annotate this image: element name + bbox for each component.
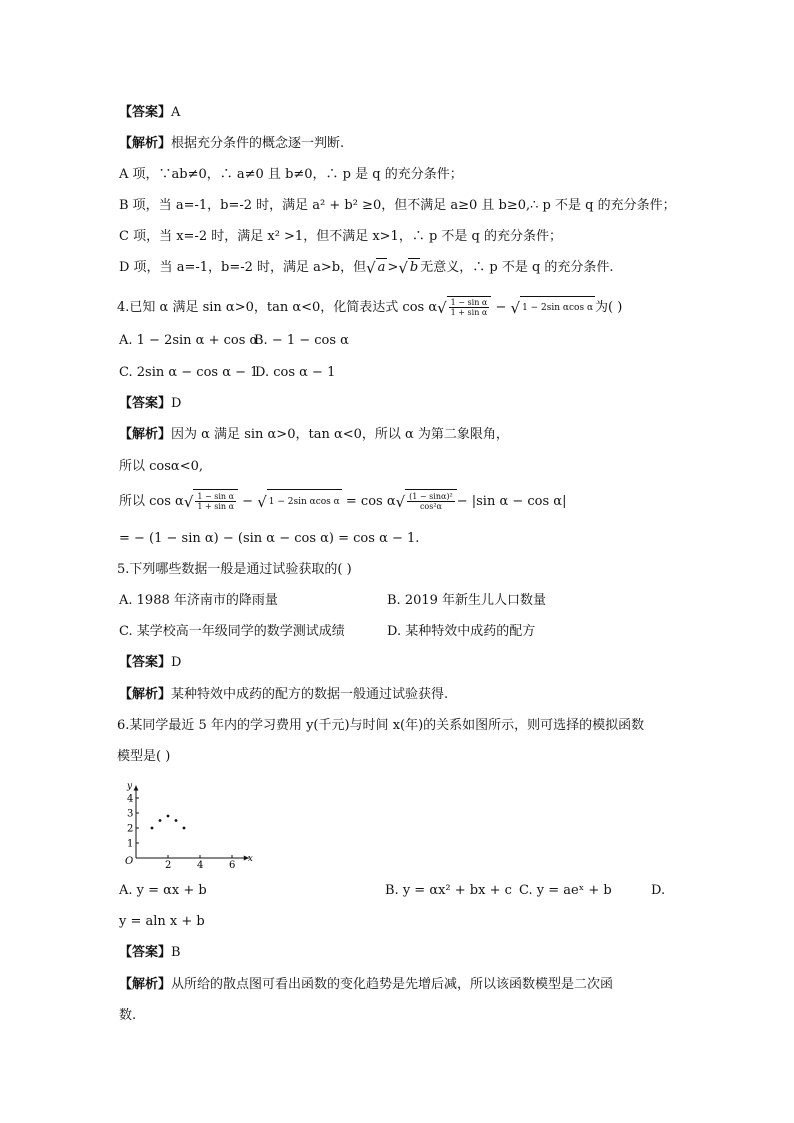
data-point: [167, 815, 170, 818]
item-d-text-a: D 项，当 a=-1，b=-2 时，满足 a>b，但: [119, 260, 367, 275]
sqrt-symbol: √: [398, 258, 408, 277]
answer-tag: 【答案】: [119, 396, 172, 411]
gt-symbol: >: [387, 260, 399, 275]
q4-option-c: C. 2sin α − cos α − 1: [119, 365, 259, 380]
sqrt-symbol: √: [183, 492, 194, 511]
answer-tag: 【答案】: [119, 945, 172, 960]
q4-stem-b: 为( ): [595, 300, 623, 315]
answer-line-3: [119, 104, 180, 122]
analysis-tag: 【解析】: [119, 977, 172, 992]
q5-option-b: B. 2019 年新生儿人口数量: [387, 593, 547, 608]
question-6-stem-2: 模型是( ): [117, 749, 171, 764]
q4-frac-den: 1 + sin α: [450, 308, 488, 317]
l3-frac-num2: (1 − sinα)²: [409, 492, 453, 501]
sqrt-symbol: √: [395, 492, 406, 511]
question-5-stem: 5.下列哪些数据一般是通过试验获取的( ): [117, 562, 352, 577]
answer-value: B: [171, 945, 181, 960]
q5-option-a: A. 1988 年济南市的降雨量: [119, 593, 278, 608]
analysis-item-b: B 项，当 a=-1，b=-2 时，满足 a² + b² ≥0，但不满足 a≥0 且 b≥0,∴ p 不是 q 的充分条件；: [119, 198, 676, 213]
sqrt-symbol: √: [257, 492, 267, 511]
y-axis-label: y: [127, 781, 133, 792]
analysis-tag: 【解析】: [119, 687, 172, 702]
y-tick-label: 2: [127, 823, 134, 835]
l3-frac-den: 1 + sin α: [197, 502, 235, 511]
sqrt-a: a: [377, 260, 386, 275]
q6-option-d: y = aln x + b: [119, 914, 205, 929]
data-point: [175, 819, 178, 822]
q4-analysis-line-2: 所以 cosα<0,: [119, 459, 203, 474]
q4-answer-line: [119, 395, 181, 413]
q4-stem-a: 4.已知 α 满足 sin α>0，tan α<0，化简表达式 cos α: [117, 300, 438, 315]
q6-analysis-line-2: 数.: [119, 1008, 137, 1023]
q6-option-d-label: D.: [651, 883, 666, 898]
l3-sqrt-frac2: [405, 489, 457, 514]
q6-answer-line: [119, 944, 181, 962]
sqrt-b: b: [409, 260, 419, 275]
q5-analysis-line: [119, 686, 448, 704]
q6-option-b: B. y = αx² + bx + c: [385, 883, 512, 898]
q5-answer-line: [119, 654, 181, 672]
answer-value: D: [171, 396, 182, 411]
q4-analysis-line-4: = − (1 − sin α) − (sin α − cos α) = cos α − 1.: [119, 531, 420, 546]
origin-label: O: [125, 856, 134, 867]
q6-analysis-line: [119, 976, 613, 994]
scatter-plot: [118, 774, 253, 869]
q4-option-d: D. cos α − 1: [255, 365, 336, 380]
y-tick-label: 4: [127, 793, 134, 805]
analysis-tag: 【解析】: [119, 136, 172, 151]
q4-analysis-line: [119, 426, 509, 444]
answer-tag: 【答案】: [119, 105, 172, 120]
analysis-text: 根据充分条件的概念逐一判断.: [171, 136, 345, 151]
q4-option-a: A. 1 − 2sin α + cos α: [119, 333, 259, 348]
q4-frac-num: 1 − sin α: [450, 298, 488, 307]
q5-option-c: C. 某学校高一年级同学的数学测试成绩: [119, 624, 345, 639]
answer-value: D: [171, 655, 182, 670]
analysis-text: 从所给的散点图可看出函数的变化趋势是先增后减，所以该函数模型是二次函: [171, 977, 614, 992]
q6-option-a: A. y = αx + b: [119, 883, 207, 898]
q4-sqrt2: 1 − 2sin αcos α: [520, 296, 595, 319]
l3-frac-num: 1 − sin α: [197, 492, 235, 501]
q4-option-b: B. − 1 − cos α: [254, 333, 349, 348]
analysis-line-3: [119, 135, 344, 153]
l3-tail: − |sin α − cos α|: [456, 494, 567, 509]
answer-value: A: [171, 105, 181, 120]
y-tick-label: 3: [127, 808, 134, 820]
l3-sqrt2: 1 − 2sin αcos α: [267, 489, 342, 514]
q6-option-c: C. y = aeˣ + b: [519, 883, 612, 898]
question-6-stem-1: 6.某同学最近 5 年内的学习费用 y(千元)与时间 x(年)的关系如图所示，则可选择的模拟函数: [117, 718, 645, 733]
answer-tag: 【答案】: [119, 655, 172, 670]
question-4-stem: [117, 296, 622, 319]
x-tick-label: 4: [197, 860, 204, 869]
l3-frac-den2: cos²α: [419, 502, 442, 511]
analysis-item-a: A 项，∵ab≠0，∴ a≠0 且 b≠0，∴ p 是 q 的充分条件；: [119, 167, 463, 182]
y-tick-label: 1: [127, 838, 134, 850]
analysis-item-c: C 项，当 x=-2 时，满足 x² >1，但不满足 x>1，∴ p 不是 q 的充分条件；: [119, 229, 563, 244]
sqrt-symbol: √: [366, 258, 376, 277]
l3-sqrt-frac: [193, 489, 238, 514]
data-point: [151, 827, 154, 830]
analysis-item-d: [119, 258, 614, 277]
analysis-text: 因为 α 满足 sin α>0，tan α<0，所以 α 为第二象限角，: [171, 427, 509, 442]
q4-minus: −: [495, 300, 507, 315]
data-point: [183, 827, 186, 830]
sqrt-symbol: √: [510, 298, 521, 317]
analysis-tag: 【解析】: [119, 427, 172, 442]
l3-prefix: 所以 cos α: [119, 494, 184, 509]
analysis-text: 某种特效中成药的配方的数据一般通过试验获得.: [171, 687, 449, 702]
item-d-text-b: 无意义，∴ p 不是 q 的充分条件.: [420, 260, 614, 275]
y-axis-arrow: [134, 786, 139, 791]
data-point: [159, 819, 162, 822]
q5-option-d: D. 某种特效中成药的配方: [387, 624, 536, 639]
sqrt-symbol: √: [437, 298, 447, 317]
x-tick-label: 2: [165, 860, 172, 869]
l3-minus: −: [242, 494, 254, 509]
l3-eq: = cos α: [345, 494, 396, 509]
q4-sqrt-frac: [447, 296, 492, 319]
q4-analysis-line-3: [119, 489, 566, 514]
x-axis-label: x: [247, 854, 253, 864]
x-tick-label: 6: [229, 860, 236, 869]
